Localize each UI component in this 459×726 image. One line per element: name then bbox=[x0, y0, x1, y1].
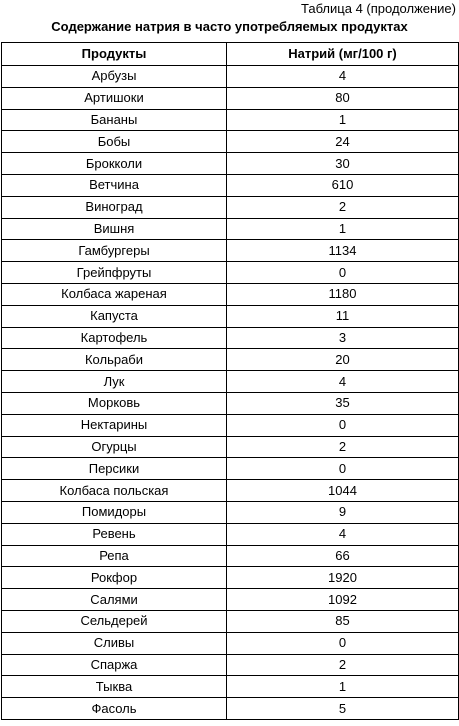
sodium-value-cell: 1 bbox=[227, 109, 459, 131]
sodium-value-cell: 80 bbox=[227, 87, 459, 109]
table-title: Содержание натрия в часто употребляемых продуктах bbox=[51, 19, 408, 34]
product-name-cell: Гамбургеры bbox=[2, 240, 227, 262]
product-name-cell: Сливы bbox=[2, 632, 227, 654]
sodium-value-cell: 66 bbox=[227, 545, 459, 567]
table-row bbox=[2, 632, 459, 654]
product-name-cell: Репа bbox=[2, 545, 227, 567]
table-row bbox=[2, 371, 459, 393]
sodium-value-cell: 1180 bbox=[227, 283, 459, 305]
sodium-value-cell: 85 bbox=[227, 610, 459, 632]
product-name-cell: Ветчина bbox=[2, 174, 227, 196]
sodium-value-cell: 4 bbox=[227, 66, 459, 88]
product-name-cell: Артишоки bbox=[2, 87, 227, 109]
product-name-cell: Капуста bbox=[2, 305, 227, 327]
table-row bbox=[2, 327, 459, 349]
sodium-value-cell: 0 bbox=[227, 458, 459, 480]
table-row bbox=[2, 698, 459, 720]
table-row bbox=[2, 305, 459, 327]
sodium-value-cell: 0 bbox=[227, 632, 459, 654]
product-name-cell: Нектарины bbox=[2, 414, 227, 436]
product-name-cell: Фасоль bbox=[2, 698, 227, 720]
product-name-cell: Рокфор bbox=[2, 567, 227, 589]
sodium-value-cell: 5 bbox=[227, 698, 459, 720]
table-row bbox=[2, 218, 459, 240]
sodium-value-cell: 1092 bbox=[227, 589, 459, 611]
product-name-cell: Брокколи bbox=[2, 153, 227, 175]
table-row bbox=[2, 392, 459, 414]
product-name-cell: Тыква bbox=[2, 676, 227, 698]
table-row bbox=[2, 349, 459, 371]
sodium-value-cell: 1134 bbox=[227, 240, 459, 262]
sodium-value-cell: 0 bbox=[227, 414, 459, 436]
table-row bbox=[2, 654, 459, 676]
product-name-cell: Грейпфруты bbox=[2, 262, 227, 284]
table-row bbox=[2, 589, 459, 611]
product-name-cell: Бобы bbox=[2, 131, 227, 153]
sodium-value-cell: 610 bbox=[227, 174, 459, 196]
product-name-cell: Бананы bbox=[2, 109, 227, 131]
table-row bbox=[2, 676, 459, 698]
product-name-cell: Огурцы bbox=[2, 436, 227, 458]
table-row bbox=[2, 153, 459, 175]
sodium-value-cell: 4 bbox=[227, 523, 459, 545]
sodium-value-cell: 24 bbox=[227, 131, 459, 153]
table-row bbox=[2, 174, 459, 196]
table-row bbox=[2, 283, 459, 305]
table-body bbox=[2, 66, 459, 720]
table-row bbox=[2, 131, 459, 153]
sodium-value-cell: 20 bbox=[227, 349, 459, 371]
product-name-cell: Спаржа bbox=[2, 654, 227, 676]
table-row bbox=[2, 414, 459, 436]
sodium-value-cell: 1 bbox=[227, 218, 459, 240]
product-name-cell: Морковь bbox=[2, 392, 227, 414]
product-name-cell: Арбузы bbox=[2, 66, 227, 88]
sodium-value-cell: 2 bbox=[227, 654, 459, 676]
table-row bbox=[2, 523, 459, 545]
table-row bbox=[2, 66, 459, 88]
table-row bbox=[2, 610, 459, 632]
header-sodium: Натрий (мг/100 г) bbox=[227, 43, 459, 66]
table-row bbox=[2, 458, 459, 480]
sodium-value-cell: 3 bbox=[227, 327, 459, 349]
sodium-value-cell: 35 bbox=[227, 392, 459, 414]
product-name-cell: Вишня bbox=[2, 218, 227, 240]
sodium-value-cell: 4 bbox=[227, 371, 459, 393]
table-row bbox=[2, 545, 459, 567]
table-caption: Таблица 4 (продолжение) bbox=[300, 1, 456, 16]
header-row bbox=[2, 43, 459, 66]
table-row bbox=[2, 436, 459, 458]
product-name-cell: Лук bbox=[2, 371, 227, 393]
product-name-cell: Колбаса польская bbox=[2, 480, 227, 502]
product-name-cell: Сельдерей bbox=[2, 610, 227, 632]
product-name-cell: Ревень bbox=[2, 523, 227, 545]
table-row bbox=[2, 480, 459, 502]
sodium-table bbox=[1, 42, 459, 720]
table-row bbox=[2, 196, 459, 218]
table-row bbox=[2, 501, 459, 523]
sodium-value-cell: 1920 bbox=[227, 567, 459, 589]
sodium-value-cell: 1044 bbox=[227, 480, 459, 502]
sodium-value-cell: 1 bbox=[227, 676, 459, 698]
table-row bbox=[2, 240, 459, 262]
sodium-value-cell: 9 bbox=[227, 501, 459, 523]
table-row bbox=[2, 567, 459, 589]
product-name-cell: Кольраби bbox=[2, 349, 227, 371]
table-row bbox=[2, 87, 459, 109]
sodium-value-cell: 30 bbox=[227, 153, 459, 175]
sodium-value-cell: 2 bbox=[227, 196, 459, 218]
header-products: Продукты bbox=[2, 43, 227, 66]
table-row bbox=[2, 109, 459, 131]
table-row bbox=[2, 262, 459, 284]
product-name-cell: Картофель bbox=[2, 327, 227, 349]
product-name-cell: Персики bbox=[2, 458, 227, 480]
sodium-value-cell: 2 bbox=[227, 436, 459, 458]
product-name-cell: Колбаса жареная bbox=[2, 283, 227, 305]
product-name-cell: Салями bbox=[2, 589, 227, 611]
sodium-value-cell: 11 bbox=[227, 305, 459, 327]
product-name-cell: Помидоры bbox=[2, 501, 227, 523]
product-name-cell: Виноград bbox=[2, 196, 227, 218]
sodium-value-cell: 0 bbox=[227, 262, 459, 284]
